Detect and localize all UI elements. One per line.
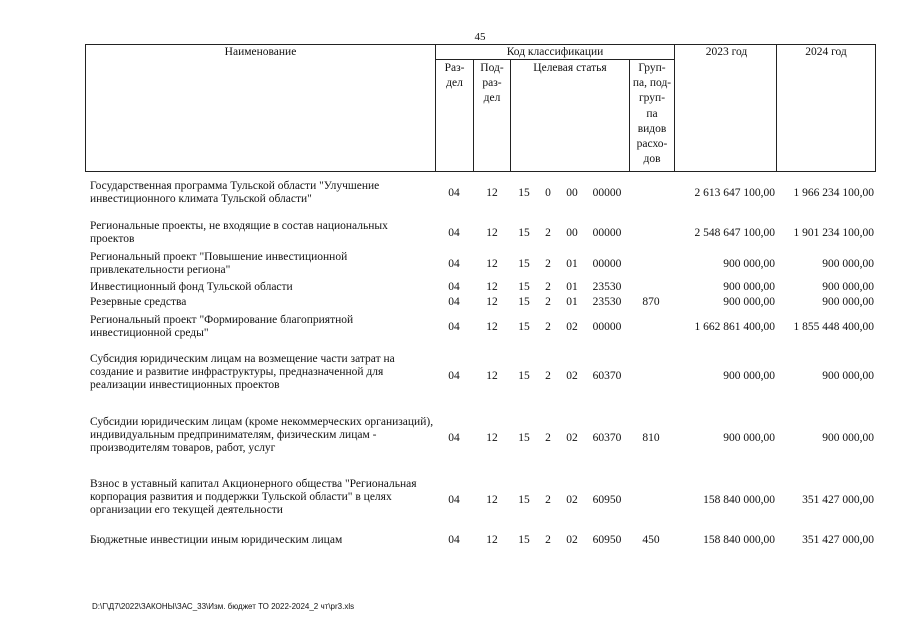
row-name: Субсидия юридическим лицам на возмещение части затрат на создание и развитие инфраструктуры, предназначенной для реализации инвестиционных проектов bbox=[90, 353, 395, 391]
cell-cs3: 02 bbox=[566, 432, 578, 444]
cell-razdel: 04 bbox=[448, 494, 460, 506]
cell-2024: 1 966 234 100,00 bbox=[793, 187, 874, 199]
cell-2023: 158 840 000,00 bbox=[703, 494, 775, 506]
classification-divider bbox=[435, 59, 674, 60]
cell-2024: 900 000,00 bbox=[822, 258, 874, 270]
cell-razdel: 04 bbox=[448, 321, 460, 333]
cell-cs1: 15 bbox=[518, 432, 530, 444]
cell-cs2: 2 bbox=[545, 494, 551, 506]
cell-cs1: 15 bbox=[518, 258, 530, 270]
footer-file-path: D:\Г\Д7\2022\ЗАКОНЫ\ЗАС_33\Изм. бюджет ТО 2022-2024_2 чт\pr3.xls bbox=[92, 602, 355, 611]
cell-cs1: 15 bbox=[518, 281, 530, 293]
cell-2023: 900 000,00 bbox=[723, 281, 775, 293]
cell-cs1: 15 bbox=[518, 494, 530, 506]
cell-2024: 1 901 234 100,00 bbox=[793, 227, 874, 239]
cell-cs4: 60370 bbox=[592, 432, 622, 444]
cell-cs3: 02 bbox=[566, 321, 578, 333]
cell-cs2: 2 bbox=[545, 281, 551, 293]
header-razdel: Раз- дел bbox=[444, 62, 465, 90]
header-group: Груп- па, под- груп- па видов расхо- дов bbox=[632, 62, 672, 166]
cell-podrazdel: 12 bbox=[486, 321, 498, 333]
cell-cs4: 60370 bbox=[592, 370, 622, 382]
cell-cs1: 15 bbox=[518, 534, 530, 546]
cell-2023: 900 000,00 bbox=[723, 258, 775, 270]
cell-razdel: 04 bbox=[448, 258, 460, 270]
cell-cs4: 00000 bbox=[592, 227, 622, 239]
cell-2024: 900 000,00 bbox=[822, 370, 874, 382]
cell-razdel: 04 bbox=[448, 432, 460, 444]
cell-cs3: 00 bbox=[566, 227, 578, 239]
cell-cs3: 01 bbox=[566, 296, 578, 308]
cell-cs4: 00000 bbox=[592, 321, 622, 333]
row-name: Субсидии юридическим лицам (кроме некоммерческих организаций), индивидуальным предпринимателям, физическим лицам - производителям товаров, работ, услуг bbox=[90, 416, 434, 454]
cell-razdel: 04 bbox=[448, 281, 460, 293]
cell-cs1: 15 bbox=[518, 296, 530, 308]
header-name: Наименование bbox=[224, 46, 297, 58]
cell-cs1: 15 bbox=[518, 321, 530, 333]
col-border-left bbox=[85, 44, 86, 172]
cell-cs3: 01 bbox=[566, 281, 578, 293]
cell-cs4: 23530 bbox=[592, 281, 622, 293]
cell-2023: 900 000,00 bbox=[723, 370, 775, 382]
cell-cs4: 00000 bbox=[592, 187, 622, 199]
col-border-2023 bbox=[776, 44, 777, 172]
cell-podrazdel: 12 bbox=[486, 187, 498, 199]
cell-podrazdel: 12 bbox=[486, 281, 498, 293]
cell-cs3: 02 bbox=[566, 534, 578, 546]
cell-podrazdel: 12 bbox=[486, 258, 498, 270]
cell-cs2: 2 bbox=[545, 432, 551, 444]
cell-podrazdel: 12 bbox=[486, 296, 498, 308]
row-name: Региональный проект "Повышение инвестиционной привлекательности региона" bbox=[90, 251, 348, 276]
row-name: Инвестиционный фонд Тульской области bbox=[90, 281, 293, 293]
cell-cs4: 00000 bbox=[592, 258, 622, 270]
cell-podrazdel: 12 bbox=[486, 432, 498, 444]
cell-cs2: 0 bbox=[545, 187, 551, 199]
cell-2024: 1 855 448 400,00 bbox=[793, 321, 874, 333]
cell-razdel: 04 bbox=[448, 296, 460, 308]
header-year-2023: 2023 год bbox=[705, 46, 748, 58]
cell-2023: 900 000,00 bbox=[723, 432, 775, 444]
cell-cs2: 2 bbox=[545, 321, 551, 333]
cell-cs3: 00 bbox=[566, 187, 578, 199]
cell-cs1: 15 bbox=[518, 227, 530, 239]
header-podrazdel: Под- раз- дел bbox=[480, 62, 504, 105]
row-name: Взнос в уставный капитал Акционерного общества "Региональная корпорация развития и поддержки Тульской области" в целях организации его текущей деятельности bbox=[90, 478, 417, 516]
cell-2023: 2 548 647 100,00 bbox=[694, 227, 775, 239]
cell-podrazdel: 12 bbox=[486, 370, 498, 382]
col-border-podrazdel bbox=[510, 59, 511, 172]
row-name: Государственная программа Тульской области "Улучшение инвестиционного климата Тульской области" bbox=[90, 180, 380, 205]
cell-cs4: 60950 bbox=[592, 494, 622, 506]
row-name: Бюджетные инвестиции иным юридическим лицам bbox=[90, 534, 343, 546]
col-border-right bbox=[875, 44, 876, 172]
header-year-2024: 2024 год bbox=[805, 46, 847, 58]
col-border-group bbox=[674, 44, 675, 172]
cell-2024: 900 000,00 bbox=[822, 432, 874, 444]
cell-cs2: 2 bbox=[545, 370, 551, 382]
cell-cs3: 02 bbox=[566, 370, 578, 382]
cell-group: 870 bbox=[642, 296, 660, 308]
cell-2023: 1 662 861 400,00 bbox=[694, 321, 775, 333]
cell-cs2: 2 bbox=[545, 258, 551, 270]
cell-2024: 900 000,00 bbox=[822, 281, 874, 293]
cell-cs3: 02 bbox=[566, 494, 578, 506]
cell-cs2: 2 bbox=[545, 534, 551, 546]
cell-razdel: 04 bbox=[448, 187, 460, 199]
cell-razdel: 04 bbox=[448, 370, 460, 382]
cell-2024: 351 427 000,00 bbox=[802, 494, 874, 506]
cell-cs4: 60950 bbox=[592, 534, 622, 546]
header-target-article: Целевая статья bbox=[533, 62, 607, 74]
cell-2023: 2 613 647 100,00 bbox=[694, 187, 775, 199]
page-number: 45 bbox=[474, 31, 486, 43]
cell-2024: 900 000,00 bbox=[822, 296, 874, 308]
cell-cs4: 23530 bbox=[592, 296, 622, 308]
cell-razdel: 04 bbox=[448, 534, 460, 546]
cell-podrazdel: 12 bbox=[486, 494, 498, 506]
cell-cs2: 2 bbox=[545, 227, 551, 239]
cell-group: 810 bbox=[642, 432, 660, 444]
cell-2023: 900 000,00 bbox=[723, 296, 775, 308]
cell-cs1: 15 bbox=[518, 370, 530, 382]
cell-cs1: 15 bbox=[518, 187, 530, 199]
header-classification-code: Код классификации bbox=[506, 46, 604, 58]
header-bottom-border bbox=[85, 171, 876, 172]
cell-cs3: 01 bbox=[566, 258, 578, 270]
row-name: Региональный проект "Формирование благоприятной инвестиционной среды" bbox=[90, 314, 354, 339]
header-top-border bbox=[85, 44, 876, 45]
row-name: Резервные средства bbox=[90, 296, 187, 308]
cell-2024: 351 427 000,00 bbox=[802, 534, 874, 546]
cell-group: 450 bbox=[642, 534, 660, 546]
cell-razdel: 04 bbox=[448, 227, 460, 239]
cell-2023: 158 840 000,00 bbox=[703, 534, 775, 546]
row-name: Региональные проекты, не входящие в состав национальных проектов bbox=[90, 220, 388, 245]
cell-podrazdel: 12 bbox=[486, 227, 498, 239]
cell-cs2: 2 bbox=[545, 296, 551, 308]
cell-podrazdel: 12 bbox=[486, 534, 498, 546]
